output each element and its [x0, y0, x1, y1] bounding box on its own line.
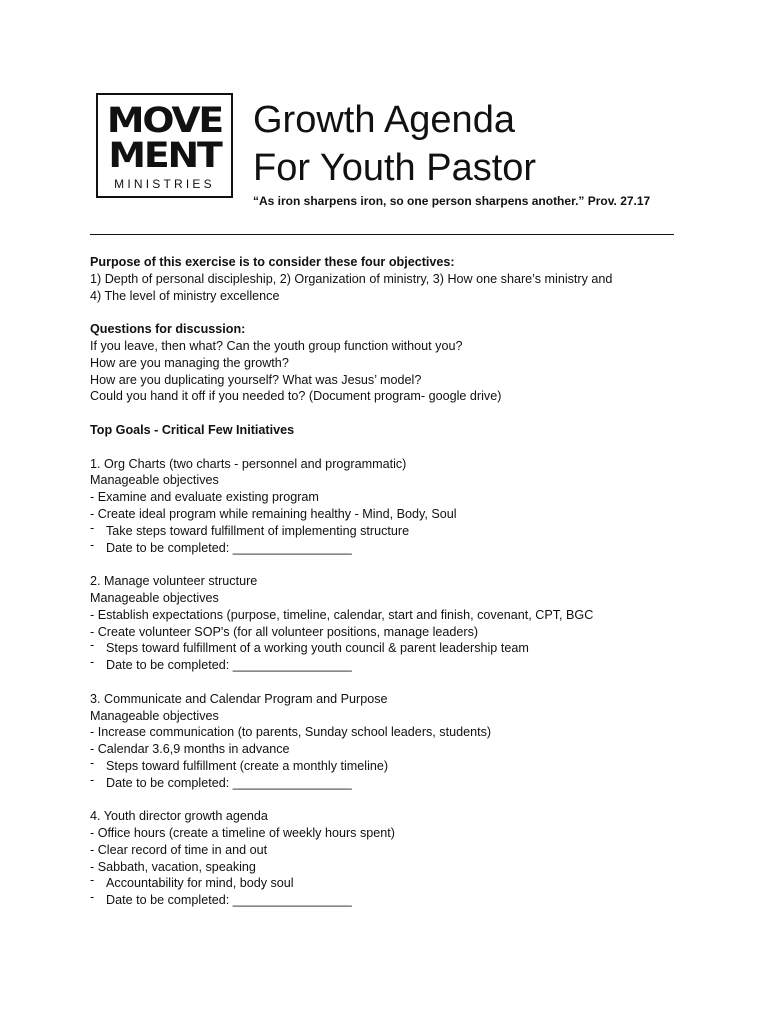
bullet-mark: -	[90, 638, 95, 653]
goal-dash-item: - Establish expectations (purpose, timeline, calendar, start and finish, covenant, CPT, BGC	[90, 607, 594, 622]
goal-bullet-text: Date to be completed: _________________	[106, 893, 352, 908]
goal-bullet	[90, 520, 700, 540]
goal-dash-item: - Create volunteer SOP's (for all volunteer positions, manage leaders)	[90, 624, 479, 639]
movement-ministries-logo	[96, 93, 233, 198]
scripture-quote: “As iron sharpens iron, so one person sharpens another.” Prov. 27.17	[253, 194, 651, 208]
goal-bullet-text: Accountability for mind, body soul	[106, 876, 294, 891]
goals-heading: Top Goals - Critical Few Initiatives	[90, 422, 295, 437]
goal-subtitle: Manageable objectives	[90, 708, 219, 723]
page-title-line-1: Growth Agenda	[253, 99, 515, 141]
goal-title: 4. Youth director growth agenda	[90, 809, 268, 824]
goal-bullet	[90, 875, 700, 892]
purpose-line: 1) Depth of personal discipleship, 2) Organization of ministry, 3) How one share’s ministry and	[90, 271, 613, 286]
document-body	[90, 254, 700, 909]
goal-bullet	[90, 892, 700, 909]
goal-title: 1. Org Charts (two charts - personnel and programmatic)	[90, 456, 407, 471]
goal-title: 2. Manage volunteer structure	[90, 574, 258, 589]
goal-dash-item: - Office hours (create a timeline of weekly hours spent)	[90, 826, 395, 841]
question-item: How are you managing the growth?	[90, 355, 289, 370]
goal-bullet	[90, 772, 700, 792]
goal-section-4	[90, 808, 700, 909]
goal-section-2	[90, 573, 700, 674]
bullet-mark: -	[90, 520, 95, 535]
purpose-heading: Purpose of this exercise is to consider these four objectives:	[90, 255, 455, 269]
spacer	[90, 792, 700, 809]
bullet-mark: -	[90, 755, 95, 770]
goal-bullet-text: Date to be completed: _________________	[106, 658, 352, 673]
spacer	[90, 304, 700, 321]
goal-bullet-text: Steps toward fulfillment (create a monthly timeline)	[106, 758, 389, 773]
goal-bullet	[90, 537, 700, 557]
goal-section-3	[90, 691, 700, 792]
logo-line-ment: MENT	[108, 136, 221, 176]
goal-bullet	[90, 755, 700, 775]
spacer	[90, 439, 700, 456]
question-item: If you leave, then what? Can the youth group function without you?	[90, 338, 463, 353]
goal-bullet	[90, 657, 700, 674]
goal-dash-item: - Sabbath, vacation, speaking	[90, 859, 256, 874]
goal-title: 3. Communicate and Calendar Program and Purpose	[90, 691, 388, 706]
goal-dash-item: - Examine and evaluate existing program	[90, 490, 319, 505]
goal-dash-item: - Create ideal program while remaining healthy - Mind, Body, Soul	[90, 506, 457, 521]
bullet-mark: -	[90, 890, 95, 905]
questions-heading: Questions for discussion:	[90, 322, 246, 337]
goal-bullet-text: Date to be completed: _________________	[106, 775, 352, 790]
goal-subtitle: Manageable objectives	[90, 590, 219, 605]
goal-dash-item: - Calendar 3.6,9 months in advance	[90, 742, 290, 757]
logo-line-move: MOVE	[106, 101, 223, 141]
goal-dash-item: - Clear record of time in and out	[90, 842, 268, 857]
bullet-mark: -	[90, 537, 95, 552]
goal-bullet	[90, 640, 700, 657]
goal-bullet-text: Date to be completed: _________________	[106, 540, 352, 555]
spacer	[90, 556, 700, 573]
bullet-mark: -	[90, 772, 95, 787]
bullet-mark: -	[90, 873, 95, 888]
bullet-mark: -	[90, 655, 95, 670]
spacer	[90, 405, 700, 422]
goal-bullet-text: Steps toward fulfillment of a working youth council & parent leadership team	[106, 641, 529, 656]
goal-subtitle: Manageable objectives	[90, 473, 219, 488]
logo-subtitle: MINISTRIES	[114, 177, 215, 191]
goal-section-1	[90, 456, 700, 557]
page-title-line-2: For Youth Pastor	[253, 147, 537, 189]
header-divider	[90, 234, 674, 235]
purpose-line: 4) The level of ministry excellence	[90, 288, 280, 303]
spacer	[90, 674, 700, 691]
question-item: Could you hand it off if you needed to? (Document program- google drive)	[90, 389, 502, 404]
goal-bullet-text: Take steps toward fulfillment of implementing structure	[106, 523, 410, 538]
question-item: How are you duplicating yourself? What was Jesus’ model?	[90, 372, 422, 387]
goal-dash-item: - Increase communication (to parents, Sunday school leaders, students)	[90, 725, 492, 740]
